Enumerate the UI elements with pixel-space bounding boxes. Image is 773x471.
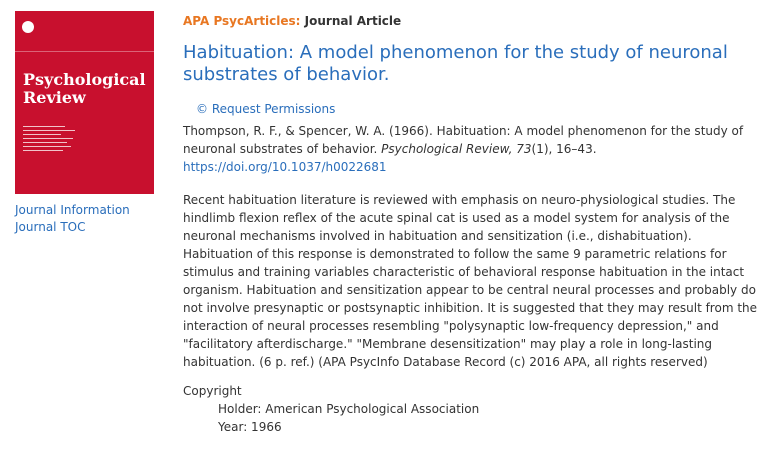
request-permissions-link[interactable]: © Request Permissions — [196, 102, 336, 116]
journal-toc-link[interactable]: Journal TOC — [15, 220, 86, 234]
journal-cover-image[interactable] — [15, 11, 154, 194]
copyright-year: Year: 1966 — [218, 420, 282, 434]
copyright-holder: Holder: American Psychological Association — [218, 402, 480, 416]
source-line — [183, 13, 758, 29]
citation-journal: Psychological Review, 73 — [381, 142, 532, 156]
journal-information-link[interactable]: Journal Information — [15, 203, 130, 217]
source-type: Journal Article — [300, 14, 402, 28]
copyright-label: Copyright — [183, 384, 242, 398]
doi-link[interactable]: https://doi.org/10.1037/h0022681 — [183, 160, 387, 174]
cover-editorial-board — [23, 126, 83, 154]
article-main — [183, 13, 758, 436]
cover-title-line1: Psychological — [23, 70, 146, 89]
citation-issue-pages: (1), 16–43. — [531, 142, 597, 156]
apa-logo-icon — [22, 21, 34, 33]
citation-authors: Thompson, R. F., & Spencer, W. A. (1966). Habituation: A model phenomenon for the study of neuronal substrates of behavior. — [183, 124, 744, 156]
abstract: Recent habituation literature is reviewed with emphasis on neuro-physiological studies. The hindlimb flexion reflex of the acute spinal cat is used as a model system for analysis of the neuronal mechanisms involved in habituation and sensitization (i.e., dishabituation). Habituation of this response is demonstrated to follow the same 9 parametric relations for stimulus and training variables characteristic of behavioral response habituation in the intact organism. Habituation and sensitization appear to be central neural processes and probably do not involve presynaptic or postsynaptic inhibition. It is suggested that they may result from the interaction of neural processes resembling "polysynaptic low-frequency depression," and "facilitatory afterdischarge." "Membrane desensitization" may play a role in long-lasting habituation. (6 p. ref.) (APA PsycInfo Database Record (c) 2016 APA, all rights reserved) — [183, 193, 758, 369]
journal-links — [15, 202, 155, 236]
cover-title — [23, 71, 146, 107]
copyright-section — [183, 382, 758, 436]
cover-title-line2: Review — [23, 88, 86, 107]
source-brand: APA PsycArticles: — [183, 14, 301, 28]
citation — [183, 122, 758, 176]
article-title: Habituation: A model phenomenon for the study of neuronal substrates of behavior. — [183, 42, 728, 85]
left-column — [15, 11, 155, 236]
cover-header-band — [15, 11, 154, 52]
